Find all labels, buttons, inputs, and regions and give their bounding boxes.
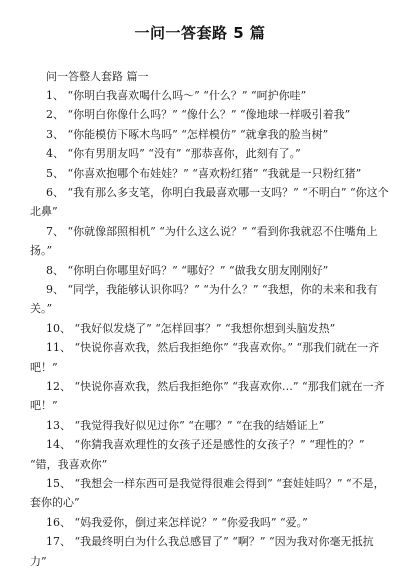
qa-line: 5、 “你喜欢抱哪个布娃娃？” “喜欢粉红猪” “我就是一只粉红猪” [46, 166, 362, 180]
qa-line: 4、 “你有男朋友吗” “没有” “那恭喜你，此刻有了。” [46, 147, 301, 161]
section-subtitle: 问一答整人套路 篇一 [46, 70, 149, 83]
qa-line-continuation: 力” [30, 554, 47, 568]
qa-line-continuation: “错，我喜欢你” [30, 457, 108, 471]
qa-line: 1、 “你明白我喜欢喝什么吗～” “什么？” “呵护你哇” [46, 89, 307, 102]
qa-line: 3、 “你能模仿下啄木鸟吗” “怎样模仿” “就拿我的脸当树” [46, 127, 329, 141]
qa-line: 15、 “我想会一样东西可是我觉得很难会得到” “套娃娃吗？” “不是， [46, 477, 385, 490]
qa-line: 16、 “妈我爱你，倒过来怎样说？” “你爱我吗” “爱。” [46, 515, 308, 529]
qa-line: 13、 “我觉得我好似见过你” “在哪？” “在我的结婚证上” [46, 418, 325, 432]
qa-line: 2、 “你明白你像什么吗？” “像什么？” “像地球一样吸引着我” [46, 108, 351, 122]
qa-line: 9、 “同学，我能够认识你吗？” “为什么？” “我想，你的未来和我有 [46, 283, 378, 296]
qa-line: 6、 “我有那么多支笔，你明白我最喜欢哪一支吗？” “不明白” “你这个 [46, 186, 389, 199]
qa-line: 17、 “我最终明白为什么我总感冒了” “啊？” “因为我对你毫无抵抗 [46, 535, 374, 549]
qa-line: 12、 “快说你喜欢我，然后我拒绝你” “我喜欢你…” “那我们就在一齐 [46, 380, 385, 393]
qa-line-continuation: 吧！” [30, 399, 58, 413]
page-title: 一问一答套路 5 篇 [134, 24, 266, 42]
qa-line-continuation: 北鼻” [30, 205, 58, 219]
qa-line: 7、 “你就像部照相机” “为什么这么说？” “看到你我就忍不住嘴角上 [46, 224, 378, 238]
qa-line-continuation: 套你的心” [30, 496, 80, 510]
qa-line-continuation: 吧！” [30, 360, 58, 374]
qa-line: 11、 “快说你喜欢我，然后我拒绝你” “我喜欢你。” “那我们就在一齐 [46, 341, 380, 355]
qa-line: 14、 “你猜我喜欢理性的女孩子还是感性的女孩子？” “理性的？” [46, 438, 365, 452]
qa-line-continuation: 扬。” [30, 244, 53, 258]
qa-line: 8、 “你明白你哪里好吗？” “哪好？” “做我女朋友刚刚好” [46, 263, 329, 277]
qa-line-continuation: 关。” [30, 302, 53, 316]
qa-line: 10、 “我好似发烧了” “怎样回事？” “我想你想到头脑发热” [46, 321, 336, 335]
